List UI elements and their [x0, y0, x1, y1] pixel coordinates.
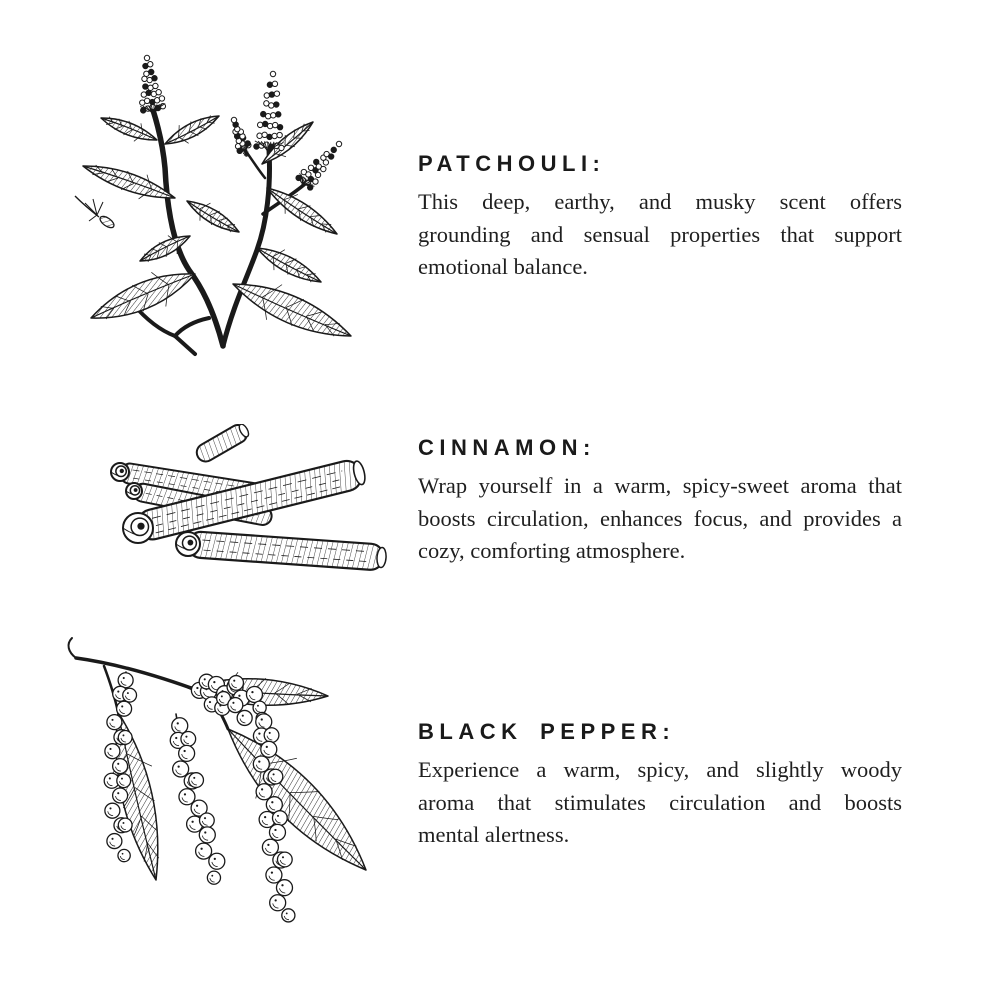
body-line: boosts circulation, enhances focus, and provides a	[418, 505, 902, 531]
patchouli-leaves	[83, 115, 351, 336]
patchouli-illustration	[55, 46, 365, 364]
section-cinnamon	[418, 435, 902, 568]
section-black-pepper	[418, 719, 902, 852]
body-line: aroma that stimulates circulation and boosts	[418, 789, 902, 815]
patchouli-heading: PATCHOULI:	[418, 151, 606, 176]
body-line: cozy, comforting atmosphere.	[418, 538, 686, 564]
body-line: Experience a warm, spicy, and slightly woody	[418, 757, 902, 782]
patchouli-body	[418, 186, 902, 284]
black-pepper-heading: BLACK PEPPER:	[418, 719, 676, 744]
body-line: Wrap yourself in a warm, spicy-sweet aroma that	[418, 473, 902, 498]
section-patchouli	[418, 151, 902, 284]
cinnamon-quill-4	[187, 531, 387, 571]
cinnamon-illustration	[48, 424, 393, 592]
body-line: emotional balance.	[418, 254, 588, 280]
cinnamon-body	[418, 470, 902, 568]
cinnamon-heading: CINNAMON:	[418, 435, 596, 460]
body-line: grounding and sensual properties that support	[418, 221, 902, 247]
body-line: mental alertness.	[418, 822, 570, 848]
cinnamon-quill-stub	[194, 424, 252, 465]
black-pepper-body	[418, 754, 902, 852]
patchouli-flower-sprig	[75, 196, 116, 230]
body-line: This deep, earthy, and musky scent offers	[418, 189, 902, 214]
cinnamon-sticks	[111, 424, 387, 571]
black-pepper-illustration	[60, 634, 400, 948]
